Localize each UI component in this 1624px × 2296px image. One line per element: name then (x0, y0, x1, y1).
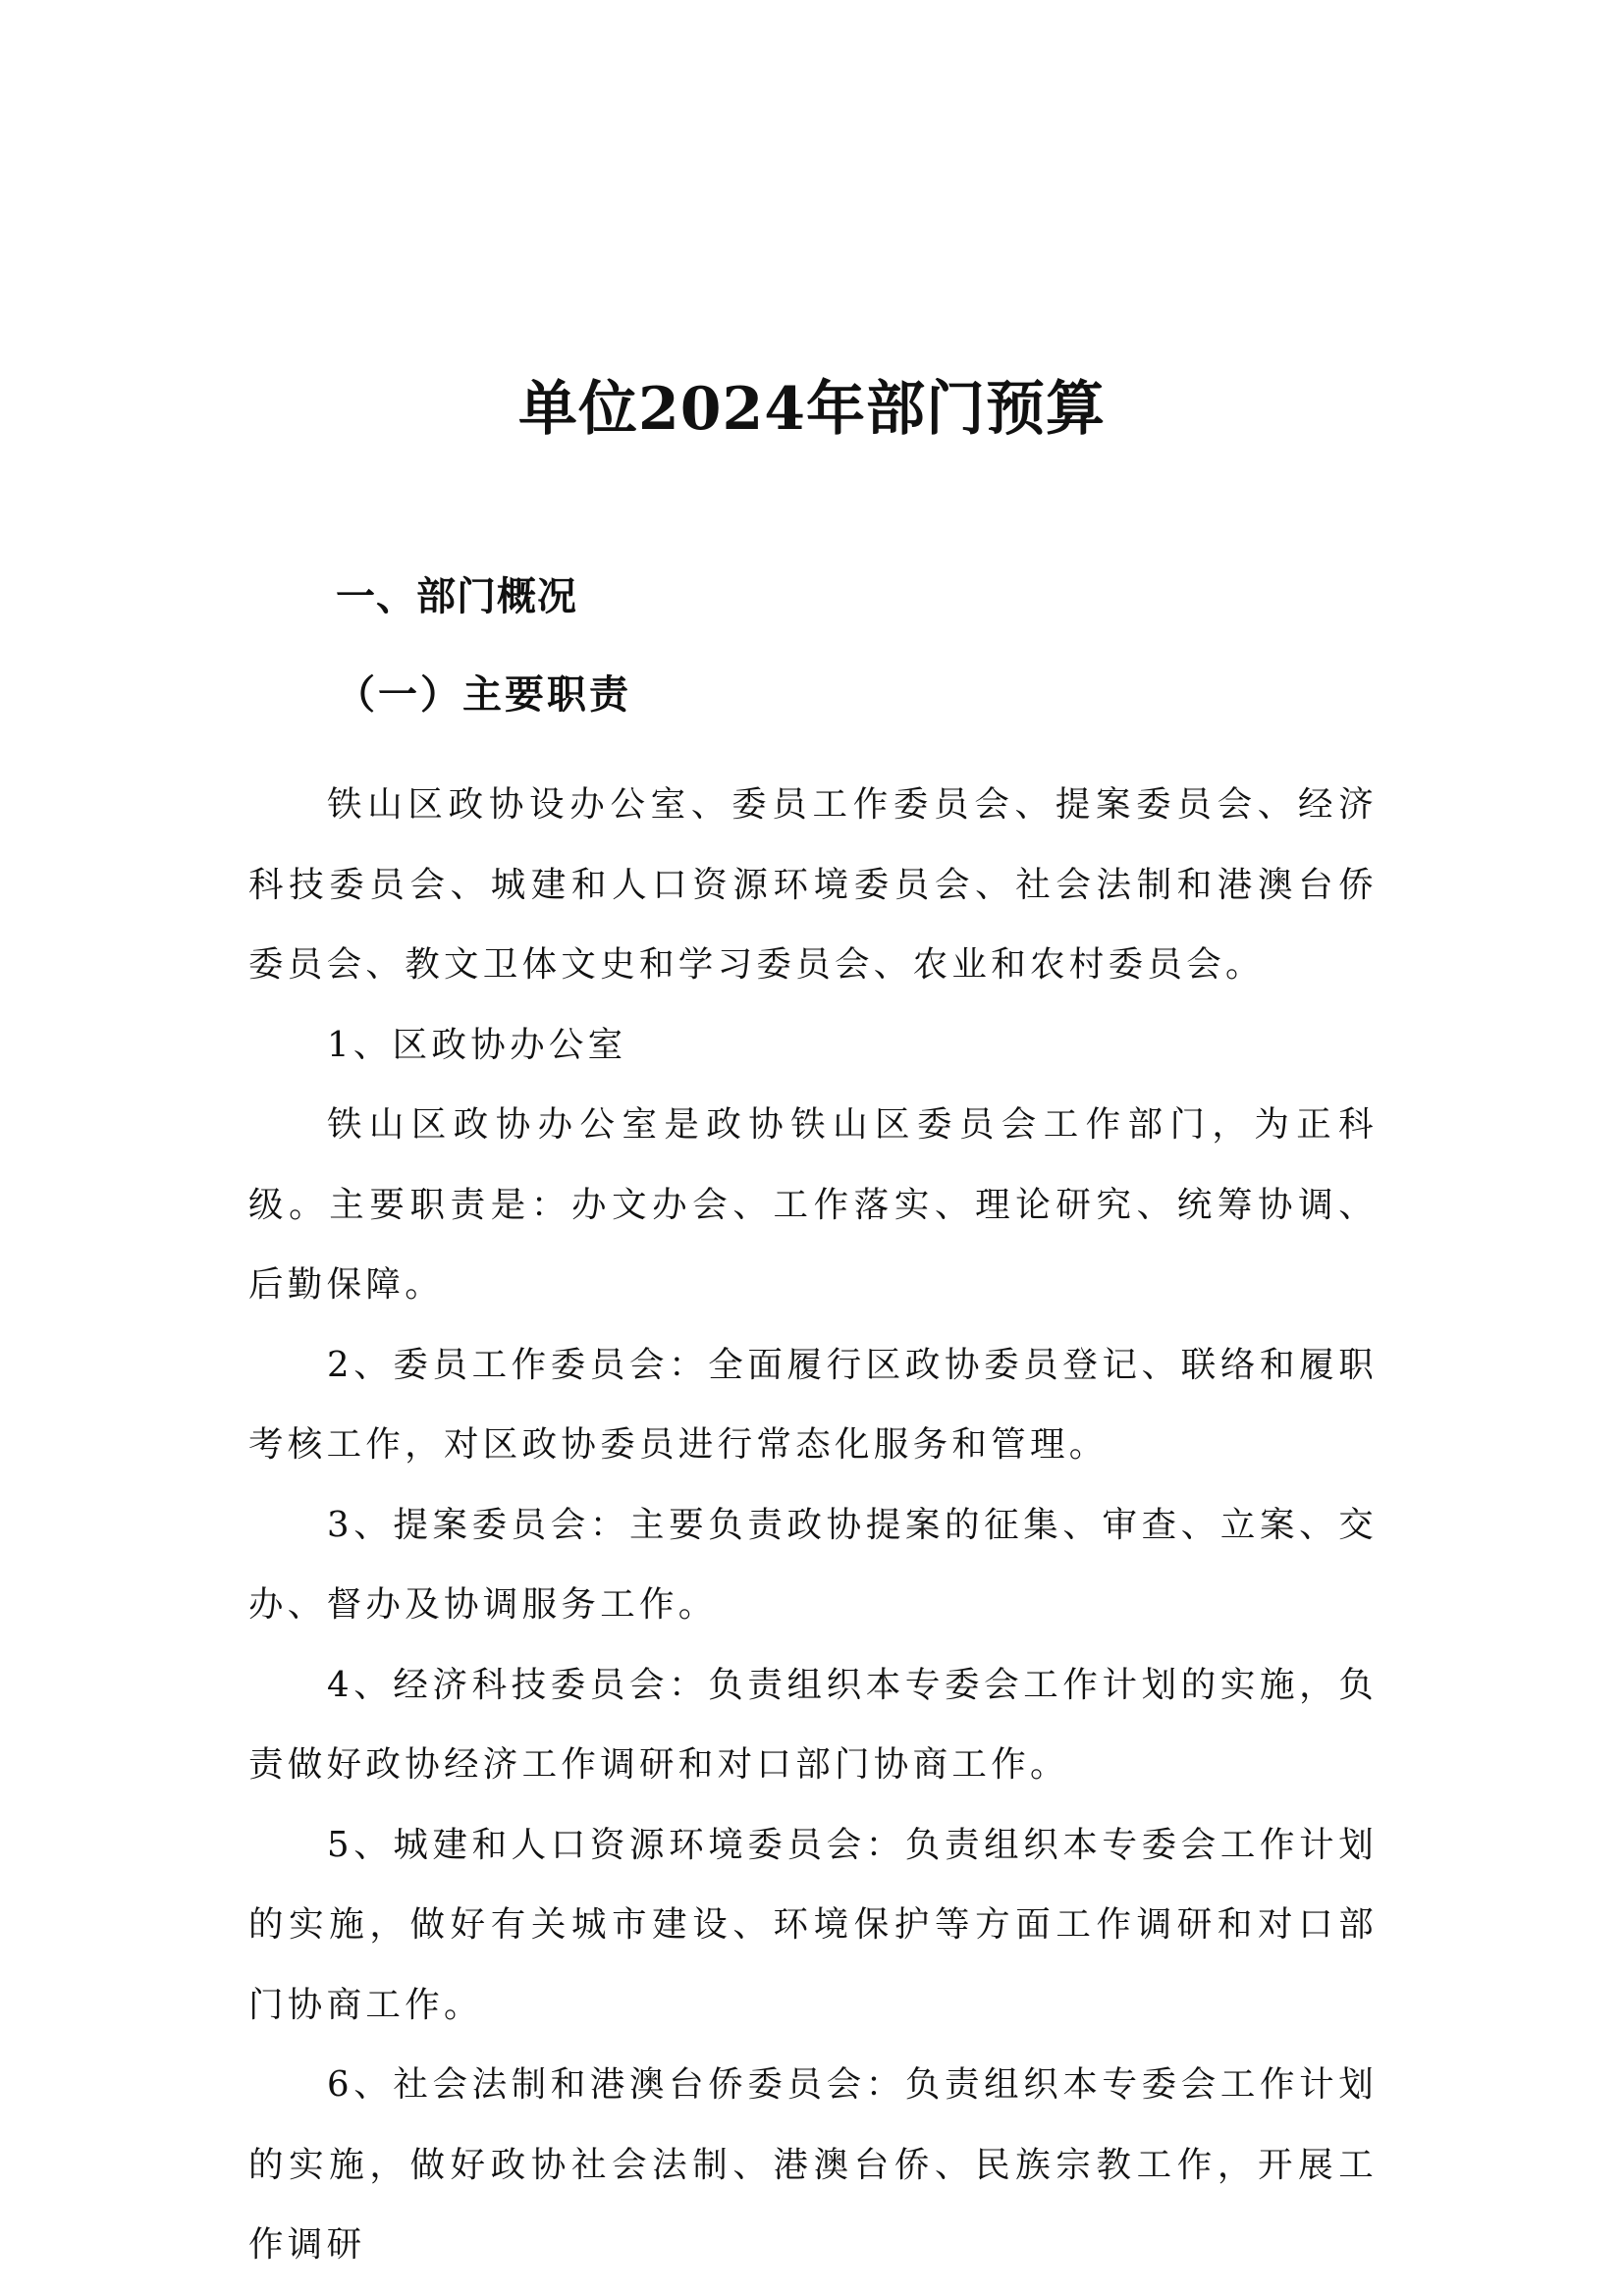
document-title: 单位2024年部门预算 (518, 375, 1106, 444)
subsection-heading: （一）主要职责 (336, 671, 631, 718)
paragraph-urban-committee: 5、城建和人口资源环境委员会：负责组织本专委会工作计划的实施，做好有关城市建设、环境保护等方面工作调研和对口部门协商工作。 (248, 1824, 1378, 2025)
paragraph-overview: 铁山区政协设办公室、委员工作委员会、提案委员会、经济科技委员会、城建和人口资源环境委员会、社会法制和港澳台侨委员会、教文卫体文史和学习委员会、农业和农村委员会。 (248, 784, 1378, 985)
paragraph-proposal-committee: 3、提案委员会：主要负责政协提案的征集、审查、立案、交办、督办及协调服务工作。 (248, 1504, 1378, 1625)
paragraph-member-committee: 2、委员工作委员会：全面履行区政协委员登记、联络和履职考核工作，对区政协委员进行常态化服务和管理。 (248, 1344, 1378, 1465)
paragraph-office-duties: 铁山区政协办公室是政协铁山区委员会工作部门，为正科级。主要职责是：办文办会、工作落实、理论研究、统筹协调、后勤保障。 (248, 1104, 1378, 1305)
paragraph-office-heading: 1、区政协办公室 (327, 1024, 627, 1065)
paragraph-legal-committee: 6、社会法制和港澳台侨委员会：负责组织本专委会工作计划的实施，做好政协社会法制、港澳台侨、民族宗教工作，开展工作调研 (248, 2064, 1378, 2265)
section-heading: 一、部门概况 (336, 574, 577, 619)
document-body (248, 765, 1378, 2285)
paragraph-economy-committee: 4、经济科技委员会：负责组织本专委会工作计划的实施，负责做好政协经济工作调研和对口部门协商工作。 (248, 1664, 1378, 1785)
